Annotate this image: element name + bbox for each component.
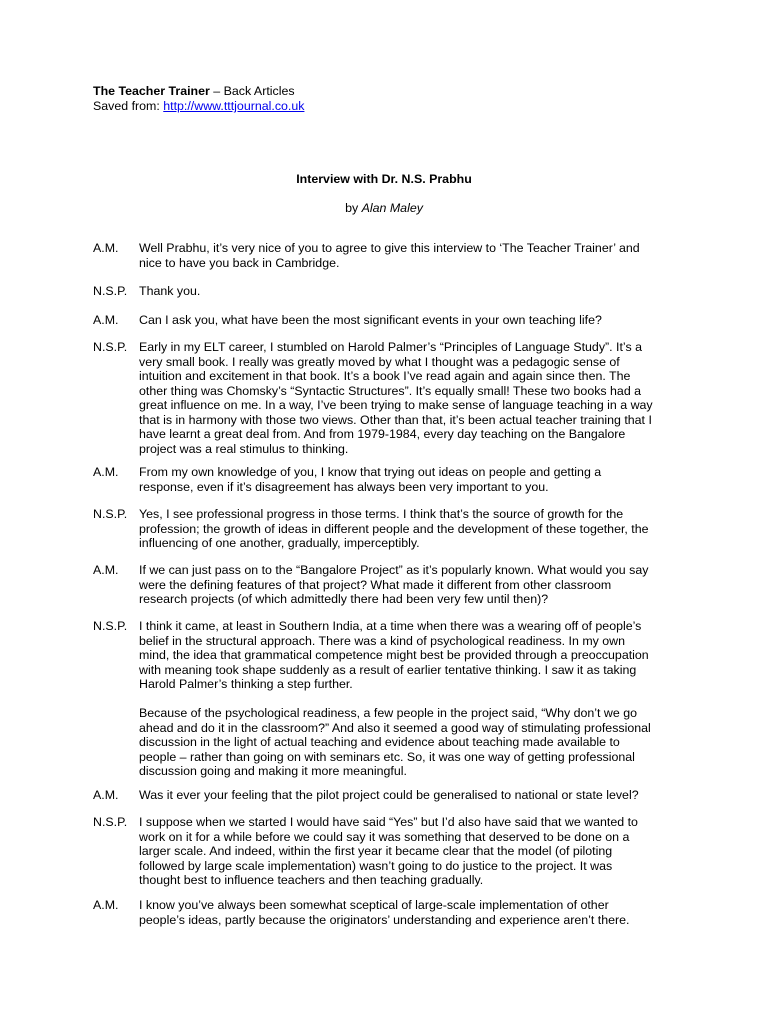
header-title-line — [93, 84, 304, 99]
speaker-label: A.M. — [93, 313, 119, 327]
turn-paragraph: Well Prabhu, it’s very nice of you to agree to give this interview to ‘The Teacher Trainer’ and nice to have you back in Cambridge. — [139, 241, 640, 270]
turn-text — [139, 788, 683, 803]
document-header — [93, 84, 304, 114]
turn-text — [139, 465, 683, 494]
speaker-label: A.M. — [93, 563, 119, 577]
turn-text — [139, 313, 683, 328]
journal-name: The Teacher Trainer — [93, 84, 210, 98]
turn-paragraph: From my own knowledge of you, I know that trying out ideas on people and getting a response, even if it’s disagreement has always been very important to you. — [139, 465, 602, 494]
turn-text — [139, 619, 683, 779]
turn-paragraph: Thank you. — [139, 284, 201, 298]
byline — [0, 201, 768, 216]
turn-text — [139, 563, 683, 607]
turn-paragraph: Early in my ELT career, I stumbled on Harold Palmer’s “Principles of Language Study”. It’s a very small book. I really was greatly moved by what I thought was a pedagogic sense of intuition and excitement in that book. It’s a book I’ve read again and again since then. The other thing was Chomsky’s “Syntactic Structures”. It’s equally small! These two books had a great influence on me. In a way, I’ve been trying to make sense of language teaching in a way that is in harmony with those two views. Other than that, it’s been actual teacher training that I have learnt a great deal from. And from 1979-1984, every day teaching on the Bangalore project was a real stimulus to thinking. — [139, 340, 653, 456]
turn-paragraph: I know you’ve always been somewhat sceptical of large-scale implementation of other people’s ideas, partly because the originators’ understanding and experience aren’t there. — [139, 898, 630, 927]
turn-text — [139, 507, 683, 551]
turn-paragraph: Yes, I see professional progress in those terms. I think that’s the source of growth for the profession; the growth of ideas in different people and the development of these together, the influencing of one another, gradually, imperceptibly. — [139, 507, 649, 550]
turn-text — [139, 340, 683, 456]
section-name: – Back Articles — [209, 84, 295, 98]
turn-paragraph: Because of the psychological readiness, a few people in the project said, “Why don’t we go ahead and do it in the classroom?” And also it seemed a good way of stimulating professional discussion in the light of actual teaching and evidence about teaching made available to people – rather than going on with seminars etc. So, it was one way of getting professional discussion going and making it more meaningful. — [139, 706, 651, 778]
turn-paragraph: Can I ask you, what have been the most significant events in your own teaching life? — [139, 313, 602, 327]
turn-text — [139, 898, 683, 927]
speaker-label: A.M. — [93, 465, 119, 479]
source-link[interactable]: http://www.tttjournal.co.uk — [163, 99, 305, 113]
turn-text — [139, 815, 683, 888]
turn-paragraph: Was it ever your feeling that the pilot project could be generalised to national or state level? — [139, 788, 639, 802]
speaker-label: A.M. — [93, 241, 119, 255]
speaker-label: N.S.P. — [93, 619, 128, 633]
turn-paragraph: I suppose when we started I would have said “Yes” but I’d also have said that we wanted to work on it for a while before we could say it was something that deserved to be done on a larger scale. And indeed, within the first year it became clear that the model (of piloting followed by large scale implementation) wasn’t going to do justice to the project. It was thought best to influence teachers and then teaching gradually. — [139, 815, 638, 887]
speaker-label: N.S.P. — [93, 507, 128, 521]
turn-paragraph: I think it came, at least in Southern India, at a time when there was a wearing off of people’s belief in the structural approach. There was a kind of psychological readiness. In my own mind, the idea that grammatical competence might best be provided through a preoccupation with meaning took shape suddenly as a result of earlier tentative thinking. I saw it as taking Harold Palmer’s thinking a step further. — [139, 619, 649, 691]
author-name: Alan Maley — [361, 201, 423, 215]
turn-paragraph: If we can just pass on to the “Bangalore Project” as it’s popularly known. What would you say were the defining features of that project? What made it different from other classroom research projects (of which admittedly there had been very few until then)? — [139, 563, 649, 606]
saved-from-line — [93, 99, 304, 114]
speaker-label: N.S.P. — [93, 340, 128, 354]
byline-prefix: by — [345, 201, 362, 215]
speaker-label: N.S.P. — [93, 284, 128, 298]
turn-text — [139, 284, 683, 299]
saved-from-label: Saved from: — [93, 99, 164, 113]
turn-text — [139, 241, 683, 270]
speaker-label: A.M. — [93, 898, 119, 912]
article-title: Interview with Dr. N.S. Prabhu — [296, 172, 472, 186]
speaker-label: A.M. — [93, 788, 119, 802]
speaker-label: N.S.P. — [93, 815, 128, 829]
